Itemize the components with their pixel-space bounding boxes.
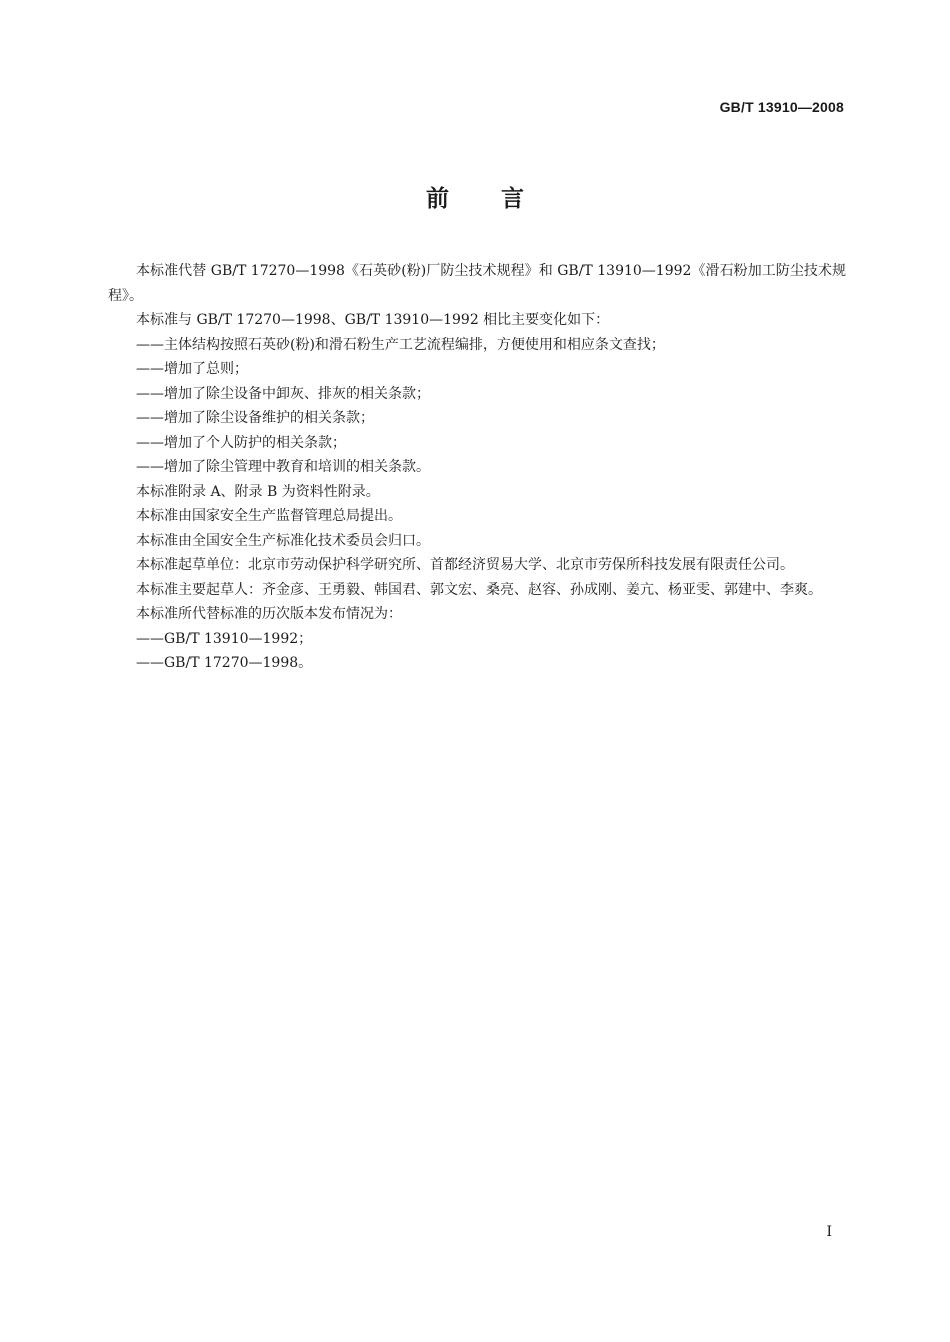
paragraph-centralized-by: 本标准由全国安全生产标准化技术委员会归口。 xyxy=(136,532,430,549)
paragraph-changes-intro: 本标准与 GB/T 17270—1998、GB/T 13910—1992 相比主要变化如下： xyxy=(136,312,610,328)
page-title: 前言 xyxy=(426,186,576,212)
list-item: ——增加了除尘设备维护的相关条款； xyxy=(136,410,374,426)
list-item: ——增加了个人防护的相关条款； xyxy=(136,434,346,451)
list-item: ——增加了除尘设备中卸灰、排灰的相关条款； xyxy=(136,385,430,402)
paragraph-proposed-by: 本标准由国家安全生产监督管理总局提出。 xyxy=(136,508,402,524)
list-item: ——增加了总则； xyxy=(136,361,248,377)
paragraph-drafters: 本标准主要起草人：齐金彦、王勇毅、韩国君、郭文宏、桑亮、赵容、孙成刚、姜亢、杨亚雯、郭建中、李爽。 xyxy=(136,581,822,598)
paragraph-replaces: 本标准代替 GB/T 17270—1998《石英砂(粉)厂防尘技术规程》和 GB/T 13910—1992《滑石粉加工防尘技术规程》。 xyxy=(108,263,846,304)
history-item: ——GB/T 17270—1998。 xyxy=(136,655,313,671)
list-item: ——主体结构按照石英砂(粉)和滑石粉生产工艺流程编排，方便使用和相应条文查找； xyxy=(136,336,665,353)
paragraph-history-intro: 本标准所代替标准的历次版本发布情况为： xyxy=(136,606,402,622)
document-body xyxy=(108,259,846,676)
paragraph-appendix: 本标准附录 A、附录 B 为资料性附录。 xyxy=(136,483,380,500)
history-item: ——GB/T 13910—1992； xyxy=(136,630,313,647)
list-item: ——增加了除尘管理中教育和培训的相关条款。 xyxy=(136,459,430,475)
page-number: I xyxy=(826,1224,832,1240)
paragraph-drafting-units: 本标准起草单位：北京市劳动保护科学研究所、首都经济贸易大学、北京市劳保所科技发展有限责任公司。 xyxy=(136,557,794,573)
standard-code: GB/T 13910—2008 xyxy=(719,99,844,115)
